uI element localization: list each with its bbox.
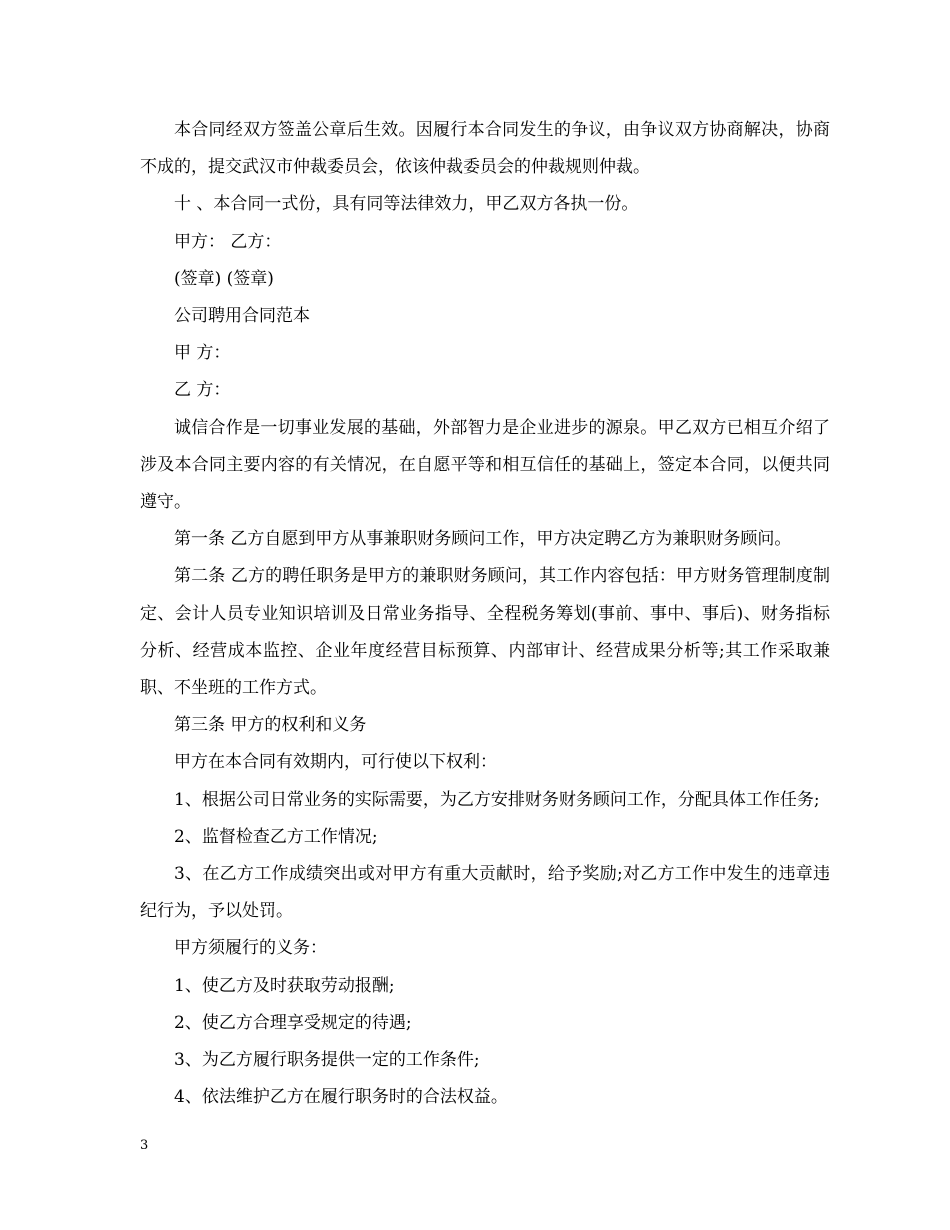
paragraph-obligation-3: 3、为乙方履行职务提供一定的工作条件; [174,1050,480,1071]
paragraph-party-a-rights-intro: 甲方在本合同有效期内，可行使以下权利： [174,752,497,773]
paragraph-right-2: 2、监督检查乙方工作情况; [174,826,378,847]
paragraph-preamble: 诚信合作是一切事业发展的基础，外部智力是企业进步的源泉。甲乙双方已相互介绍了涉及本合同主要内容的有关情况，在自愿平等和相互信任的基础上，签定本合同，以便共同遵守。 [140,417,830,513]
paragraph-right-1: 1、根据公司日常业务的实际需要，为乙方安排财务财务顾问工作，分配具体工作任务; [174,789,820,810]
paragraph-obligation-2: 2、使乙方合理享受规定的待遇; [174,1012,412,1033]
paragraph-party-a: 甲 方： [174,343,231,364]
paragraph-obligation-4: 4、依法维护乙方在履行职务时的合法权益。 [174,1087,508,1108]
paragraph-seal-labels: (签章) (签章) [174,268,274,289]
paragraph-party-b: 乙 方： [174,380,231,401]
paragraph-effectiveness-clause: 本合同经双方签盖公章后生效。因履行本合同发生的争议，由争议双方协商解决，协商不成的，提交武汉市仲裁委员会，依该仲裁委员会的仲裁规则仲裁。 [140,120,830,178]
paragraph-clause-ten: 十 、本合同一式份，具有同等法律效力，甲乙双方各执一份。 [174,194,639,215]
paragraph-right-3: 3、在乙方工作成绩突出或对甲方有重大贡献时，给予奖励;对乙方工作中发生的违章违纪行为，予以处罚。 [140,864,830,922]
contract-section-title: 公司聘用合同范本 [174,306,310,327]
paragraph-article-one: 第一条 乙方自愿到甲方从事兼职财务顾问工作，甲方决定聘乙方为兼职财务顾问。 [174,529,792,550]
document-body [140,112,830,1116]
page-number: 3 [140,1138,149,1153]
paragraph-article-three-heading: 第三条 甲方的权利和义务 [174,715,367,736]
paragraph-article-two: 第二条 乙方的聘任职务是甲方的兼职财务顾问，其工作内容包括：甲方财务管理制度制定、会计人员专业知识培训及日常业务指导、全程税务筹划(事前、事中、事后)、财务指标分析、经营成本监控、企业年度经营目标预算、内部审计、经营成果分析等;其工作采取兼职、不坐班的工作方式。 [140,566,830,699]
paragraph-parties-signature: 甲方： 乙方： [174,231,282,252]
paragraph-obligation-1: 1、使乙方及时获取劳动报酬; [174,975,395,996]
paragraph-party-a-obligations-intro: 甲方须履行的义务： [174,938,327,959]
